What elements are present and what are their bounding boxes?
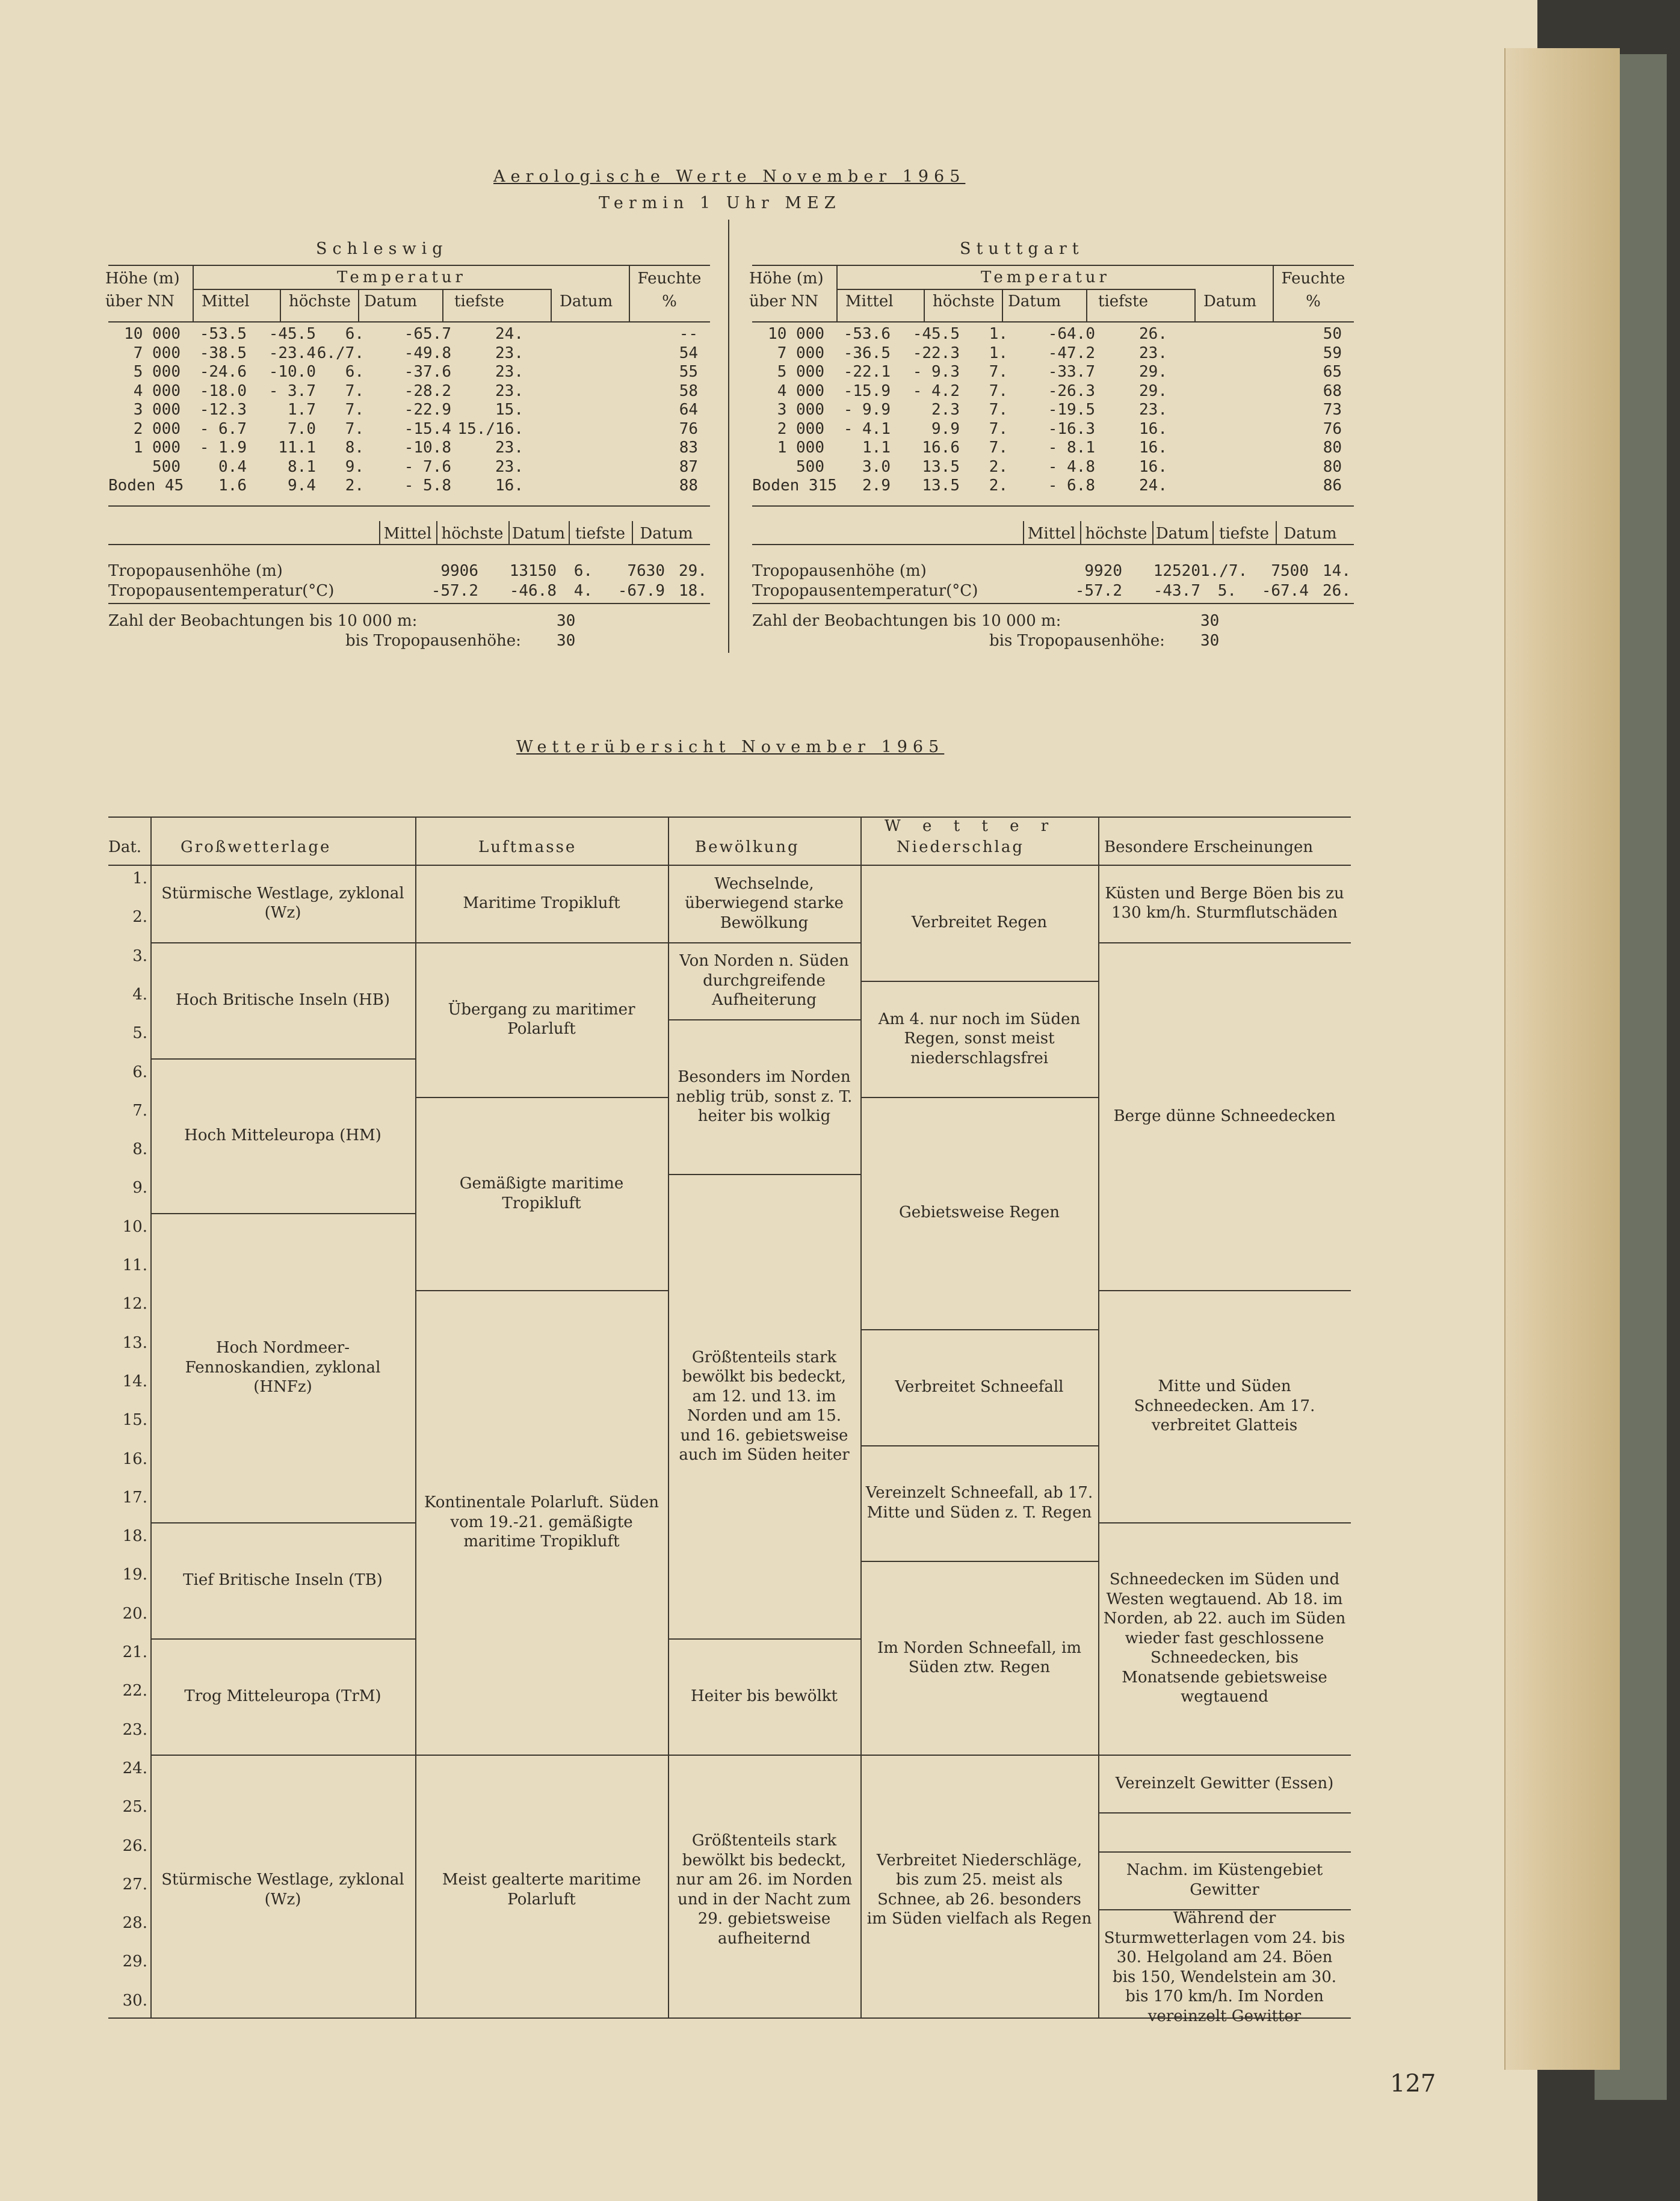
day-label: 24. bbox=[122, 1759, 147, 1777]
data-cell: - 4.2 bbox=[912, 381, 960, 400]
trop-cell: -46.8 bbox=[509, 582, 557, 600]
trop-cell: 13150 bbox=[509, 562, 557, 580]
data-cell: 7 000 bbox=[133, 344, 181, 362]
day-label: 22. bbox=[122, 1682, 147, 1700]
data-cell: -15.9 bbox=[843, 381, 891, 400]
data-cell: 2. bbox=[345, 477, 364, 495]
obs-trop-value: 30 bbox=[1200, 632, 1220, 650]
nied-cell: Verbreitet Regen bbox=[911, 913, 1048, 932]
day-label: 18. bbox=[122, 1527, 147, 1546]
day-label: 19. bbox=[122, 1566, 147, 1584]
trop-cell: Tropopausentemperatur(°C) bbox=[752, 582, 978, 600]
day-label: 11. bbox=[122, 1256, 147, 1274]
col-rule bbox=[924, 289, 925, 321]
header-temperatur: Temperatur bbox=[337, 268, 466, 286]
day-label: 17. bbox=[122, 1488, 147, 1507]
data-cell: 6./7. bbox=[317, 344, 364, 362]
day-label: 3. bbox=[132, 946, 147, 965]
data-cell: 16. bbox=[1139, 439, 1167, 457]
header-col: Datum bbox=[1008, 292, 1061, 310]
data-cell: 13.5 bbox=[922, 457, 960, 476]
day-label: 15. bbox=[122, 1411, 147, 1430]
data-cell: 65 bbox=[1323, 363, 1342, 381]
trop-cell: 6. bbox=[573, 562, 593, 580]
data-cell: - 4.1 bbox=[843, 419, 891, 438]
data-cell: -23.4 bbox=[268, 344, 316, 362]
trop-cell: -43.7 bbox=[1153, 582, 1200, 600]
day-label: 30. bbox=[122, 1991, 147, 2010]
day-label: 8. bbox=[132, 1140, 147, 1159]
data-cell: - 8.1 bbox=[1048, 439, 1095, 457]
data-cell: - 6.7 bbox=[199, 419, 247, 438]
data-cell: 7. bbox=[989, 419, 1008, 438]
bes-cell: Küsten und Berge Böen bis zu 130 km/h. Sturmflutschäden bbox=[1105, 884, 1344, 922]
data-cell: 1. bbox=[989, 325, 1008, 343]
col-rule bbox=[836, 265, 838, 321]
trop-cell: -57.2 bbox=[431, 582, 478, 600]
gross-cell: Hoch Mitteleuropa (HM) bbox=[184, 1126, 381, 1144]
trop-cell: 29. bbox=[679, 562, 707, 580]
trop-header: Mittel bbox=[383, 525, 432, 543]
data-cell: 15./16. bbox=[457, 419, 523, 438]
data-cell: -19.5 bbox=[1048, 401, 1095, 419]
bes-cell: Nachm. im Küstengebiet Gewitter bbox=[1126, 1861, 1323, 1899]
day-label: 12. bbox=[122, 1295, 147, 1314]
day-label: 7. bbox=[132, 1101, 147, 1120]
data-cell: 59 bbox=[1323, 344, 1342, 362]
day-label: 6. bbox=[132, 1063, 147, 1081]
data-cell: 1 000 bbox=[777, 439, 824, 457]
cell-rule bbox=[1098, 1812, 1351, 1814]
data-cell: 16. bbox=[1139, 419, 1167, 438]
trop-header: tiefste bbox=[575, 525, 625, 543]
header-col: Mittel bbox=[845, 292, 894, 310]
data-cell: -49.8 bbox=[404, 344, 451, 362]
data-cell: 76 bbox=[1323, 419, 1342, 438]
day-label: 1. bbox=[132, 869, 147, 887]
data-cell: -45.5 bbox=[912, 325, 960, 343]
bew-cell: Heiter bis bewölkt bbox=[691, 1687, 838, 1706]
obs-trop-label: bis Tropopausenhöhe: bbox=[989, 632, 1165, 650]
col-rule bbox=[280, 289, 281, 321]
col-rule bbox=[415, 816, 416, 2017]
data-cell: 3 000 bbox=[777, 401, 824, 419]
data-cell: -22.1 bbox=[843, 363, 891, 381]
gross-cell: Hoch Nordmeer-Fennoskandien, zyklonal (HNFz) bbox=[185, 1339, 381, 1397]
rule bbox=[752, 603, 1354, 604]
col-rule bbox=[860, 816, 862, 2017]
data-cell: -45.5 bbox=[268, 325, 316, 343]
day-label: 27. bbox=[122, 1875, 147, 1894]
data-cell: 7.0 bbox=[288, 419, 316, 438]
data-cell: 13.5 bbox=[922, 477, 960, 495]
trop-cell: 26. bbox=[1323, 582, 1351, 600]
data-cell: -65.7 bbox=[404, 325, 451, 343]
data-cell: 50 bbox=[1323, 325, 1342, 343]
luft-cell: Gemäßigte maritime Tropikluft bbox=[459, 1175, 624, 1212]
bes-cell: Berge dünne Schneedecken bbox=[1113, 1107, 1336, 1125]
data-cell: 9. bbox=[345, 457, 364, 476]
data-cell: 23. bbox=[495, 344, 523, 362]
station-name: Schleswig bbox=[316, 239, 448, 258]
data-cell: 7. bbox=[345, 401, 364, 419]
trop-cell: Tropopausenhöhe (m) bbox=[752, 562, 927, 580]
data-cell: - 3.7 bbox=[268, 381, 316, 400]
data-cell: 5 000 bbox=[133, 363, 181, 381]
rule bbox=[108, 265, 710, 266]
trop-header: Datum bbox=[640, 525, 693, 543]
gross-cell: Stürmische Westlage, zyklonal (Wz) bbox=[161, 1871, 404, 1909]
data-cell: 6. bbox=[345, 363, 364, 381]
luft-cell: Kontinentale Polarluft. Süden vom 19.-21. gemäßigte maritime Tropikluft bbox=[424, 1493, 659, 1551]
day-label: 29. bbox=[122, 1952, 147, 1971]
trop-cell: 7500 bbox=[1271, 562, 1309, 580]
data-cell: -15.4 bbox=[404, 419, 451, 438]
data-cell: 4 000 bbox=[777, 381, 824, 400]
data-cell: - 1.9 bbox=[199, 439, 247, 457]
data-cell: 7. bbox=[345, 381, 364, 400]
data-cell: 29. bbox=[1139, 363, 1167, 381]
nied-cell: Vereinzelt Schneefall, ab 17. Mitte und Süden z. T. Regen bbox=[865, 1484, 1093, 1522]
nied-cell: Gebietsweise Regen bbox=[899, 1203, 1060, 1222]
data-cell: -53.5 bbox=[199, 325, 247, 343]
hdr-dat: Dat. bbox=[108, 838, 142, 856]
trop-cell: 12520 bbox=[1153, 562, 1200, 580]
page-edges bbox=[1504, 48, 1620, 2070]
data-cell: 80 bbox=[1323, 439, 1342, 457]
station-name: Stuttgart bbox=[960, 239, 1084, 258]
header-col: höchste bbox=[289, 292, 351, 310]
data-cell: 2.3 bbox=[931, 401, 960, 419]
trop-cell: -67.9 bbox=[617, 582, 665, 600]
data-cell: 2 000 bbox=[133, 419, 181, 438]
col-rule bbox=[1086, 289, 1087, 321]
aero-title: Aerologische Werte November 1965 bbox=[493, 167, 966, 186]
day-label: 4. bbox=[132, 985, 147, 1004]
data-cell: 24. bbox=[495, 325, 523, 343]
hdr-wetter: W e t t e r bbox=[885, 817, 1057, 835]
trop-cell: -67.4 bbox=[1261, 582, 1309, 600]
day-label: 25. bbox=[122, 1798, 147, 1817]
trop-header: Datum bbox=[511, 525, 566, 543]
data-cell: -12.3 bbox=[199, 401, 247, 419]
data-cell: 7. bbox=[989, 401, 1008, 419]
data-cell: 16. bbox=[1139, 457, 1167, 476]
trop-cell: 7630 bbox=[627, 562, 665, 580]
data-cell: 2 000 bbox=[777, 419, 824, 438]
data-cell: 6. bbox=[345, 325, 364, 343]
header-col: Mittel bbox=[202, 292, 250, 310]
nied-cell: Verbreitet Schneefall bbox=[895, 1377, 1064, 1396]
col-rule bbox=[193, 265, 194, 321]
trop-header: Datum bbox=[1155, 525, 1209, 543]
header-feuchte: Feuchte bbox=[637, 270, 702, 288]
hdr-bew: Bewölkung bbox=[695, 838, 800, 856]
day-label: 10. bbox=[122, 1217, 147, 1236]
trop-header: höchste bbox=[441, 525, 504, 543]
data-cell: 16. bbox=[495, 477, 523, 495]
header-percent: % bbox=[1306, 292, 1321, 310]
luft-cell: Maritime Tropikluft bbox=[463, 894, 620, 913]
station-divider bbox=[728, 220, 729, 653]
data-cell: 9.4 bbox=[288, 477, 316, 495]
day-label: 16. bbox=[122, 1449, 147, 1468]
nied-cell: Am 4. nur noch im Süden Regen, sonst meist niederschlagsfrei bbox=[878, 1010, 1081, 1067]
data-cell: -37.6 bbox=[404, 363, 451, 381]
data-cell: 83 bbox=[679, 439, 698, 457]
day-label: 9. bbox=[132, 1179, 147, 1197]
data-cell: 87 bbox=[679, 457, 698, 476]
data-cell: 7 000 bbox=[777, 344, 824, 362]
trop-header: höchste bbox=[1085, 525, 1147, 543]
rule bbox=[752, 505, 1354, 507]
obs-count-value: 30 bbox=[557, 612, 576, 630]
obs-count-label: Zahl der Beobachtungen bis 10 000 m: bbox=[752, 612, 1061, 630]
day-label: 20. bbox=[122, 1604, 147, 1623]
col-rule bbox=[551, 289, 552, 321]
data-cell: -24.6 bbox=[199, 363, 247, 381]
trop-cell: 1./7. bbox=[1200, 562, 1248, 580]
header-percent: % bbox=[662, 292, 677, 310]
data-cell: 88 bbox=[679, 477, 698, 495]
trop-cell: 5. bbox=[1217, 582, 1237, 600]
col-rule bbox=[442, 289, 443, 321]
header-feuchte: Feuchte bbox=[1281, 270, 1345, 288]
data-cell: 80 bbox=[1323, 457, 1342, 476]
header-col: Datum bbox=[1203, 292, 1257, 310]
gross-cell: Tief Britische Inseln (TB) bbox=[183, 1571, 383, 1590]
trop-cell: 4. bbox=[573, 582, 593, 600]
data-cell: 1.7 bbox=[288, 401, 316, 419]
data-cell: 23. bbox=[495, 439, 523, 457]
rule bbox=[108, 544, 710, 545]
trop-header: Mittel bbox=[1027, 525, 1076, 543]
data-cell: 64 bbox=[679, 401, 698, 419]
data-cell: - 4.8 bbox=[1048, 457, 1095, 476]
data-cell: -- bbox=[679, 325, 698, 343]
bes-cell: Schneedecken im Süden und Westen wegtauend. Ab 18. im Norden, ab 22. auch im Süden wieder fast geschlossene Schneedecken, bis Monatsende gebietsweise wegtauend bbox=[1103, 1570, 1346, 1706]
data-cell: 7. bbox=[989, 363, 1008, 381]
data-cell: 2. bbox=[989, 477, 1008, 495]
day-label: 26. bbox=[122, 1836, 147, 1855]
nied-cell: Im Norden Schneefall, im Süden ztw. Regen bbox=[877, 1638, 1081, 1677]
data-cell: 54 bbox=[679, 344, 698, 362]
data-cell: -10.0 bbox=[268, 363, 316, 381]
data-cell: 1.1 bbox=[862, 439, 891, 457]
rule bbox=[108, 505, 710, 507]
obs-trop-value: 30 bbox=[557, 632, 576, 650]
luft-cell: Übergang zu maritimer Polarluft bbox=[448, 1000, 635, 1039]
gross-cell: Hoch Britische Inseln (HB) bbox=[176, 990, 390, 1009]
data-cell: -28.2 bbox=[404, 381, 451, 400]
bes-cell: Vereinzelt Gewitter (Essen) bbox=[1115, 1774, 1334, 1792]
data-cell: 8.1 bbox=[288, 457, 316, 476]
trop-cell: 18. bbox=[679, 582, 707, 600]
trop-cell: Tropopausenhöhe (m) bbox=[108, 562, 283, 580]
data-cell: 4 000 bbox=[133, 381, 181, 400]
data-cell: 73 bbox=[1323, 401, 1342, 419]
rule bbox=[836, 289, 1194, 290]
header-col: höchste bbox=[933, 292, 995, 310]
bew-cell: Besonders im Norden neblig trüb, sonst z. T. heiter bis wolkig bbox=[676, 1068, 853, 1126]
obs-count-value: 30 bbox=[1200, 612, 1220, 630]
data-cell: - 9.3 bbox=[912, 363, 960, 381]
data-cell: -47.2 bbox=[1048, 344, 1095, 362]
data-cell: 23. bbox=[495, 457, 523, 476]
nied-cell: Verbreitet Niederschläge, bis zum 25. meist als Schnee, ab 26. besonders im Süden vielfach als Regen bbox=[866, 1851, 1092, 1928]
trop-cell: 9920 bbox=[1084, 562, 1122, 580]
bes-cell: Während der Sturmwetterlagen vom 24. bis 30. Helgoland am 24. Böen bis 150, Wendelstein am 30. bis 170 km/h. Im Norden vereinzelt Gewitter bbox=[1104, 1909, 1345, 2025]
data-cell: 11.1 bbox=[278, 439, 316, 457]
obs-count-label: Zahl der Beobachtungen bis 10 000 m: bbox=[108, 612, 418, 630]
col-rule bbox=[358, 289, 359, 321]
header-col: tiefste bbox=[1098, 292, 1148, 310]
data-cell: 2. bbox=[989, 457, 1008, 476]
data-cell: 76 bbox=[679, 419, 698, 438]
data-cell: 500 bbox=[796, 457, 824, 476]
rule bbox=[193, 289, 551, 290]
rule bbox=[108, 321, 710, 323]
data-cell: 86 bbox=[1323, 477, 1342, 495]
hdr-bes: Besondere Erscheinungen bbox=[1104, 838, 1314, 856]
data-cell: -33.7 bbox=[1048, 363, 1095, 381]
rule bbox=[752, 544, 1354, 545]
data-cell: 24. bbox=[1139, 477, 1167, 495]
hdr-luft: Luftmasse bbox=[478, 838, 577, 856]
data-cell: 3 000 bbox=[133, 401, 181, 419]
data-cell: 23. bbox=[495, 381, 523, 400]
day-label: 21. bbox=[122, 1643, 147, 1661]
data-cell: 10 000 bbox=[124, 325, 181, 343]
day-label: 13. bbox=[122, 1333, 147, 1352]
header-hoehe: Höhe (m) bbox=[749, 270, 824, 288]
bew-cell: Wechselnde, überwiegend starke Bewölkung bbox=[685, 874, 844, 932]
data-cell: 7. bbox=[989, 439, 1008, 457]
bew-cell: Größtenteils stark bewölkt bis bedeckt, am 12. und 13. im Norden und am 15. und 16. gebietsweise auch im Süden heiter bbox=[679, 1348, 850, 1465]
aero-subtitle: Termin 1 Uhr MEZ bbox=[599, 194, 841, 212]
data-cell: - 5.8 bbox=[404, 477, 451, 495]
data-cell: 15. bbox=[495, 401, 523, 419]
data-cell: 500 bbox=[152, 457, 181, 476]
data-cell: 16.6 bbox=[922, 439, 960, 457]
col-rule bbox=[150, 816, 152, 2017]
hdr-nied: Niederschlag bbox=[897, 838, 1025, 856]
data-cell: 8. bbox=[345, 439, 364, 457]
header-col: Datum bbox=[560, 292, 613, 310]
hdr-gross: Großwetterlage bbox=[181, 838, 332, 856]
header-col: Datum bbox=[364, 292, 418, 310]
trop-cell: 14. bbox=[1323, 562, 1351, 580]
data-cell: -10.8 bbox=[404, 439, 451, 457]
data-cell: 9.9 bbox=[931, 419, 960, 438]
day-label: 14. bbox=[122, 1372, 147, 1391]
trop-header: Datum bbox=[1283, 525, 1337, 543]
data-cell: 29. bbox=[1139, 381, 1167, 400]
wetter-title: Wetterübersicht November 1965 bbox=[516, 738, 945, 756]
data-cell: - 9.9 bbox=[843, 401, 891, 419]
header-uebernn: über NN bbox=[105, 292, 174, 310]
data-cell: 10 000 bbox=[768, 325, 824, 343]
data-cell: -22.3 bbox=[912, 344, 960, 362]
obs-trop-label: bis Tropopausenhöhe: bbox=[345, 632, 521, 650]
data-cell: 1.6 bbox=[218, 477, 247, 495]
rule bbox=[108, 603, 710, 604]
data-cell: 23. bbox=[1139, 401, 1167, 419]
header-hoehe: Höhe (m) bbox=[105, 270, 180, 288]
data-cell: 26. bbox=[1139, 325, 1167, 343]
data-cell: - 7.6 bbox=[404, 457, 451, 476]
bew-cell: Von Norden n. Süden durchgreifende Aufheiterung bbox=[679, 952, 849, 1010]
data-cell: Boden 315 bbox=[752, 477, 837, 495]
data-cell: 7. bbox=[345, 419, 364, 438]
day-label: 5. bbox=[132, 1024, 147, 1043]
data-cell: 1. bbox=[989, 344, 1008, 362]
data-cell: 23. bbox=[495, 363, 523, 381]
data-cell: Boden 45 bbox=[108, 477, 184, 495]
trop-cell: 9906 bbox=[440, 562, 478, 580]
trop-cell: Tropopausentemperatur(°C) bbox=[108, 582, 335, 600]
trop-header: tiefste bbox=[1219, 525, 1269, 543]
data-cell: -26.3 bbox=[1048, 381, 1095, 400]
data-cell: 68 bbox=[1323, 381, 1342, 400]
data-cell: -16.3 bbox=[1048, 419, 1095, 438]
luft-cell: Meist gealterte maritime Polarluft bbox=[442, 1871, 641, 1909]
data-cell: 3.0 bbox=[862, 457, 891, 476]
gross-cell: Trog Mitteleuropa (TrM) bbox=[184, 1687, 381, 1706]
data-cell: 0.4 bbox=[218, 457, 247, 476]
gross-cell: Stürmische Westlage, zyklonal (Wz) bbox=[161, 884, 404, 922]
header-temperatur: Temperatur bbox=[981, 268, 1110, 286]
data-cell: 58 bbox=[679, 381, 698, 400]
data-cell: 7. bbox=[989, 381, 1008, 400]
data-cell: - 6.8 bbox=[1048, 477, 1095, 495]
rule bbox=[108, 816, 1351, 818]
day-label: 23. bbox=[122, 1720, 147, 1739]
rule bbox=[752, 265, 1354, 266]
bes-cell: Mitte und Süden Schneedecken. Am 17. verbreitet Glatteis bbox=[1134, 1377, 1315, 1435]
data-cell: 23. bbox=[1139, 344, 1167, 362]
data-cell: 2.9 bbox=[862, 477, 891, 495]
data-cell: 55 bbox=[679, 363, 698, 381]
trop-cell: -57.2 bbox=[1075, 582, 1122, 600]
bew-cell: Größtenteils stark bewölkt bis bedeckt, nur am 26. im Norden und in der Nacht zum 29. gebietsweise aufheiternd bbox=[676, 1832, 853, 1948]
header-col: tiefste bbox=[454, 292, 504, 310]
data-cell: -22.9 bbox=[404, 401, 451, 419]
data-cell: 1 000 bbox=[133, 439, 181, 457]
data-cell: -38.5 bbox=[199, 344, 247, 362]
data-cell: -53.6 bbox=[843, 325, 891, 343]
header-uebernn: über NN bbox=[749, 292, 818, 310]
day-label: 2. bbox=[132, 908, 147, 927]
col-rule bbox=[668, 816, 669, 2017]
rule bbox=[752, 321, 1354, 323]
data-cell: -18.0 bbox=[199, 381, 247, 400]
data-cell: -36.5 bbox=[843, 344, 891, 362]
day-label: 28. bbox=[122, 1914, 147, 1933]
col-rule bbox=[1002, 289, 1003, 321]
data-cell: -64.0 bbox=[1048, 325, 1095, 343]
data-cell: 5 000 bbox=[777, 363, 824, 381]
page-number: 127 bbox=[1390, 2070, 1436, 2098]
col-rule bbox=[1194, 289, 1196, 321]
cell-rule bbox=[1098, 1851, 1351, 1853]
col-rule bbox=[1098, 816, 1099, 2017]
